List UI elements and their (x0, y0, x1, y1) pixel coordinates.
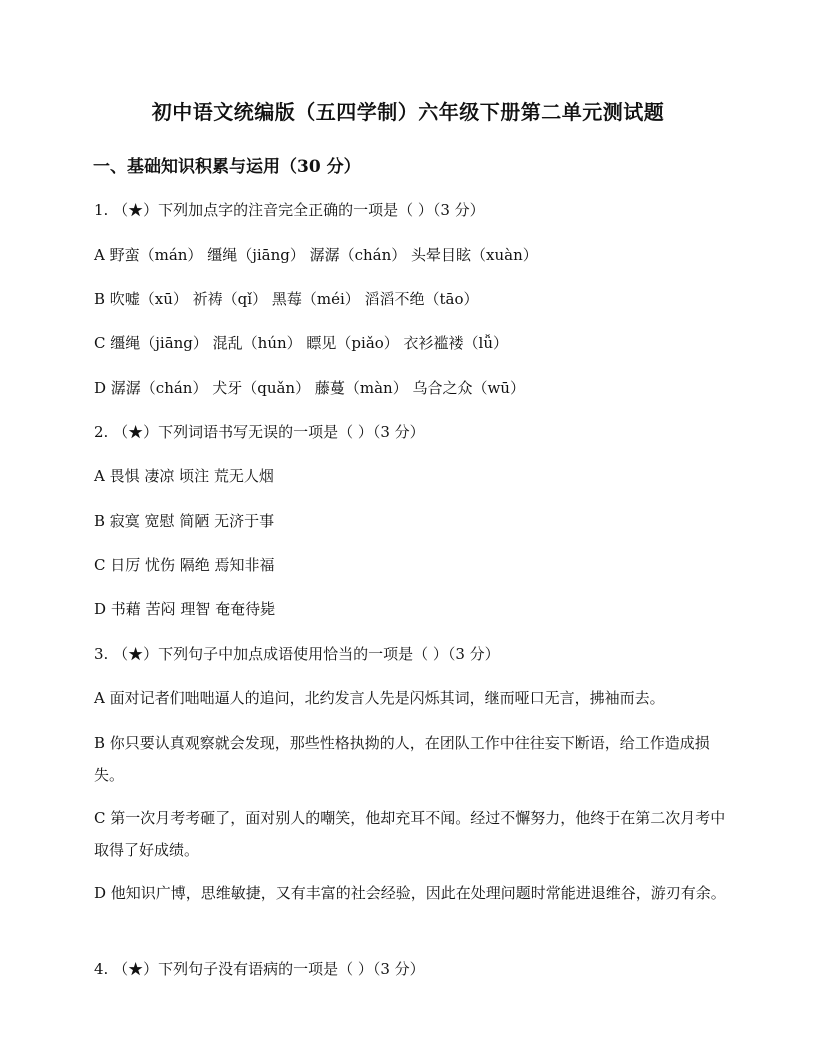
question-4-stem: 4. （★）下列句子没有语病的一项是（ ）（3 分） (94, 960, 425, 978)
question-2-option-d: D 书藉 苦闷 理智 奄奄待毙 (94, 600, 276, 618)
question-3-option-d: D 他知识广博，思维敏捷，又有丰富的社会经验，因此在处理问题时常能进退维谷，游刃有余。 (94, 884, 726, 902)
page-title: 初中语文统编版（五四学制）六年级下册第二单元测试题 (151, 100, 665, 124)
question-2-option-b: B 寂寞 宽慰 简陋 无济于事 (94, 512, 275, 530)
question-2-stem: 2. （★）下列词语书写无误的一项是（ ）（3 分） (94, 423, 425, 441)
question-3-stem: 3. （★）下列句子中加点成语使用恰当的一项是（ ）（3 分） (94, 645, 500, 663)
question-2-option-c: C 日厉 忧伤 隔绝 焉知非福 (94, 556, 275, 574)
question-3-option-a: A 面对记者们咄咄逼人的追问，北约发言人先是闪烁其词，继而哑口无言，拂袖而去。 (94, 689, 665, 707)
question-1-option-a: A 野蛮（mán） 缰绳（jiāng） 潺潺（chán） 头晕目眩（xuàn） (94, 246, 538, 264)
question-3-option-b: B 你只要认真观察就会发现，那些性格执拗的人，在团队工作中往往妄下断语，给工作造成损失。 (94, 734, 710, 784)
question-1-option-c: C 缰绳（jiāng） 混乱（hún） 瞟见（piǎo） 衣衫褴褛（lǚ） (94, 334, 509, 352)
question-2-option-a: A 畏惧 凄凉 顷注 荒无人烟 (94, 467, 274, 485)
question-1-stem: 1. （★）下列加点字的注音完全正确的一项是（ ）（3 分） (94, 201, 485, 219)
question-1-option-d: D 潺潺（chán） 犬牙（quǎn） 藤蔓（màn） 乌合之众（wū） (94, 379, 525, 397)
question-3-option-c: C 第一次月考考砸了，面对别人的嘲笑，他却充耳不闻。经过不懈努力，他终于在第二次月考中取得了好成绩。 (94, 809, 726, 859)
section-heading: 一、基础知识积累与运用（30 分） (93, 157, 361, 177)
question-1-option-b: B 吹嘘（xū） 祈祷（qǐ） 黑莓（méi） 滔滔不绝（tāo） (94, 290, 479, 308)
